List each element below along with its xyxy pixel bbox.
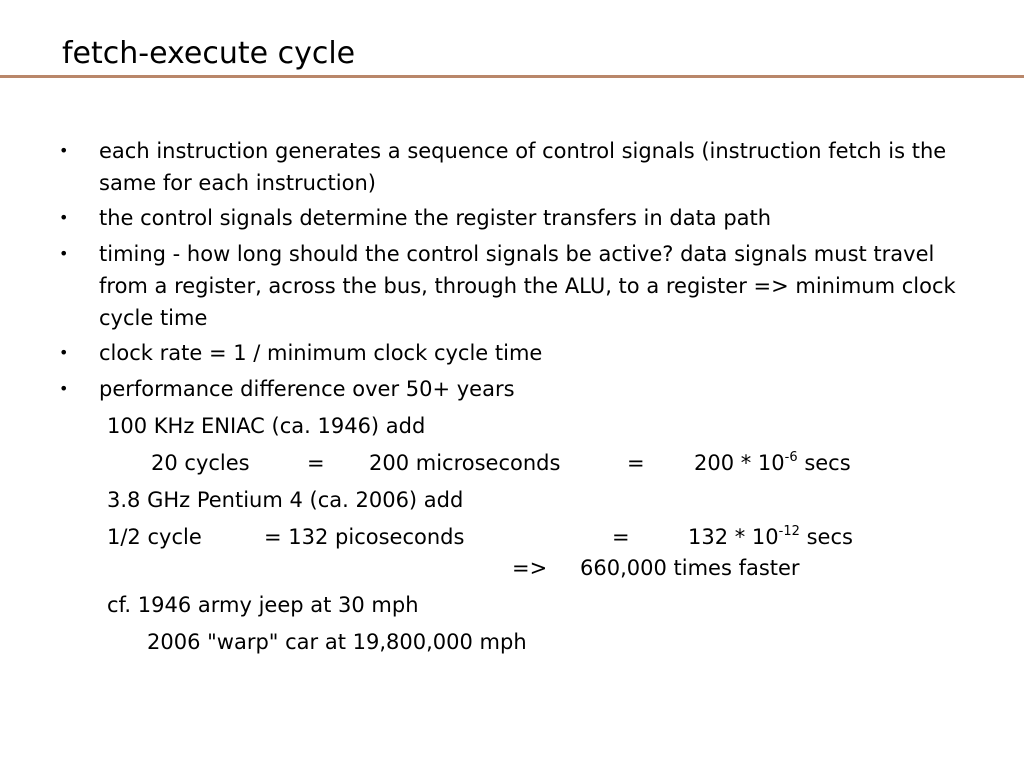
pentium-scientific <box>688 521 853 553</box>
bullet-dot: • <box>59 141 69 160</box>
pentium-cycles: 1/2 cycle <box>107 525 202 549</box>
compare-warp-car: 2006 "warp" car at 19,800,000 mph <box>147 630 527 654</box>
compare-jeep: cf. 1946 army jeep at 30 mph <box>107 593 419 617</box>
pentium-sci-exponent: -12 <box>778 524 800 539</box>
bullet-text: the control signals determine the register transfers in data path <box>99 206 772 230</box>
bullet-text: clock rate = 1 / minimum clock cycle time <box>99 341 543 365</box>
eniac-sci-exponent: -6 <box>784 450 798 465</box>
pentium-sci-unit: secs <box>806 525 853 549</box>
result-arrow: => <box>512 556 548 580</box>
pentium-heading: 3.8 GHz Pentium 4 (ca. 2006) add <box>107 488 464 512</box>
bullet-dot: • <box>59 343 69 362</box>
pentium-equals: = <box>612 525 630 549</box>
eniac-time: 200 microseconds <box>369 451 561 475</box>
eniac-heading: 100 KHz ENIAC (ca. 1946) add <box>107 414 426 438</box>
slide-title: fetch-execute cycle <box>62 36 356 71</box>
bullet-text: performance difference over 50+ years <box>99 377 515 401</box>
bullet-dot: • <box>59 208 69 227</box>
bullet-text: timing - how long should the control signals be active? data signals must travel from a register, across the bus, through the ALU, to a register => minimum clock cycle time <box>99 242 956 330</box>
bullet-text: each instruction generates a sequence of control signals (instruction fetch is the same for each instruction) <box>99 139 947 195</box>
eniac-equals-2: = <box>627 451 645 475</box>
eniac-cycles: 20 cycles <box>151 451 250 475</box>
pentium-sci-base: 132 * 10 <box>688 525 779 549</box>
eniac-sci-unit: secs <box>804 451 851 475</box>
eniac-sci-base: 200 * 10 <box>694 451 785 475</box>
pentium-time: = 132 picoseconds <box>264 525 465 549</box>
eniac-equals-1: = <box>307 451 325 475</box>
bullet-dot: • <box>59 379 69 398</box>
bullet-dot: • <box>59 244 69 263</box>
speedup-result: 660,000 times faster <box>580 556 800 580</box>
eniac-scientific <box>694 447 851 479</box>
title-divider <box>0 75 1024 78</box>
